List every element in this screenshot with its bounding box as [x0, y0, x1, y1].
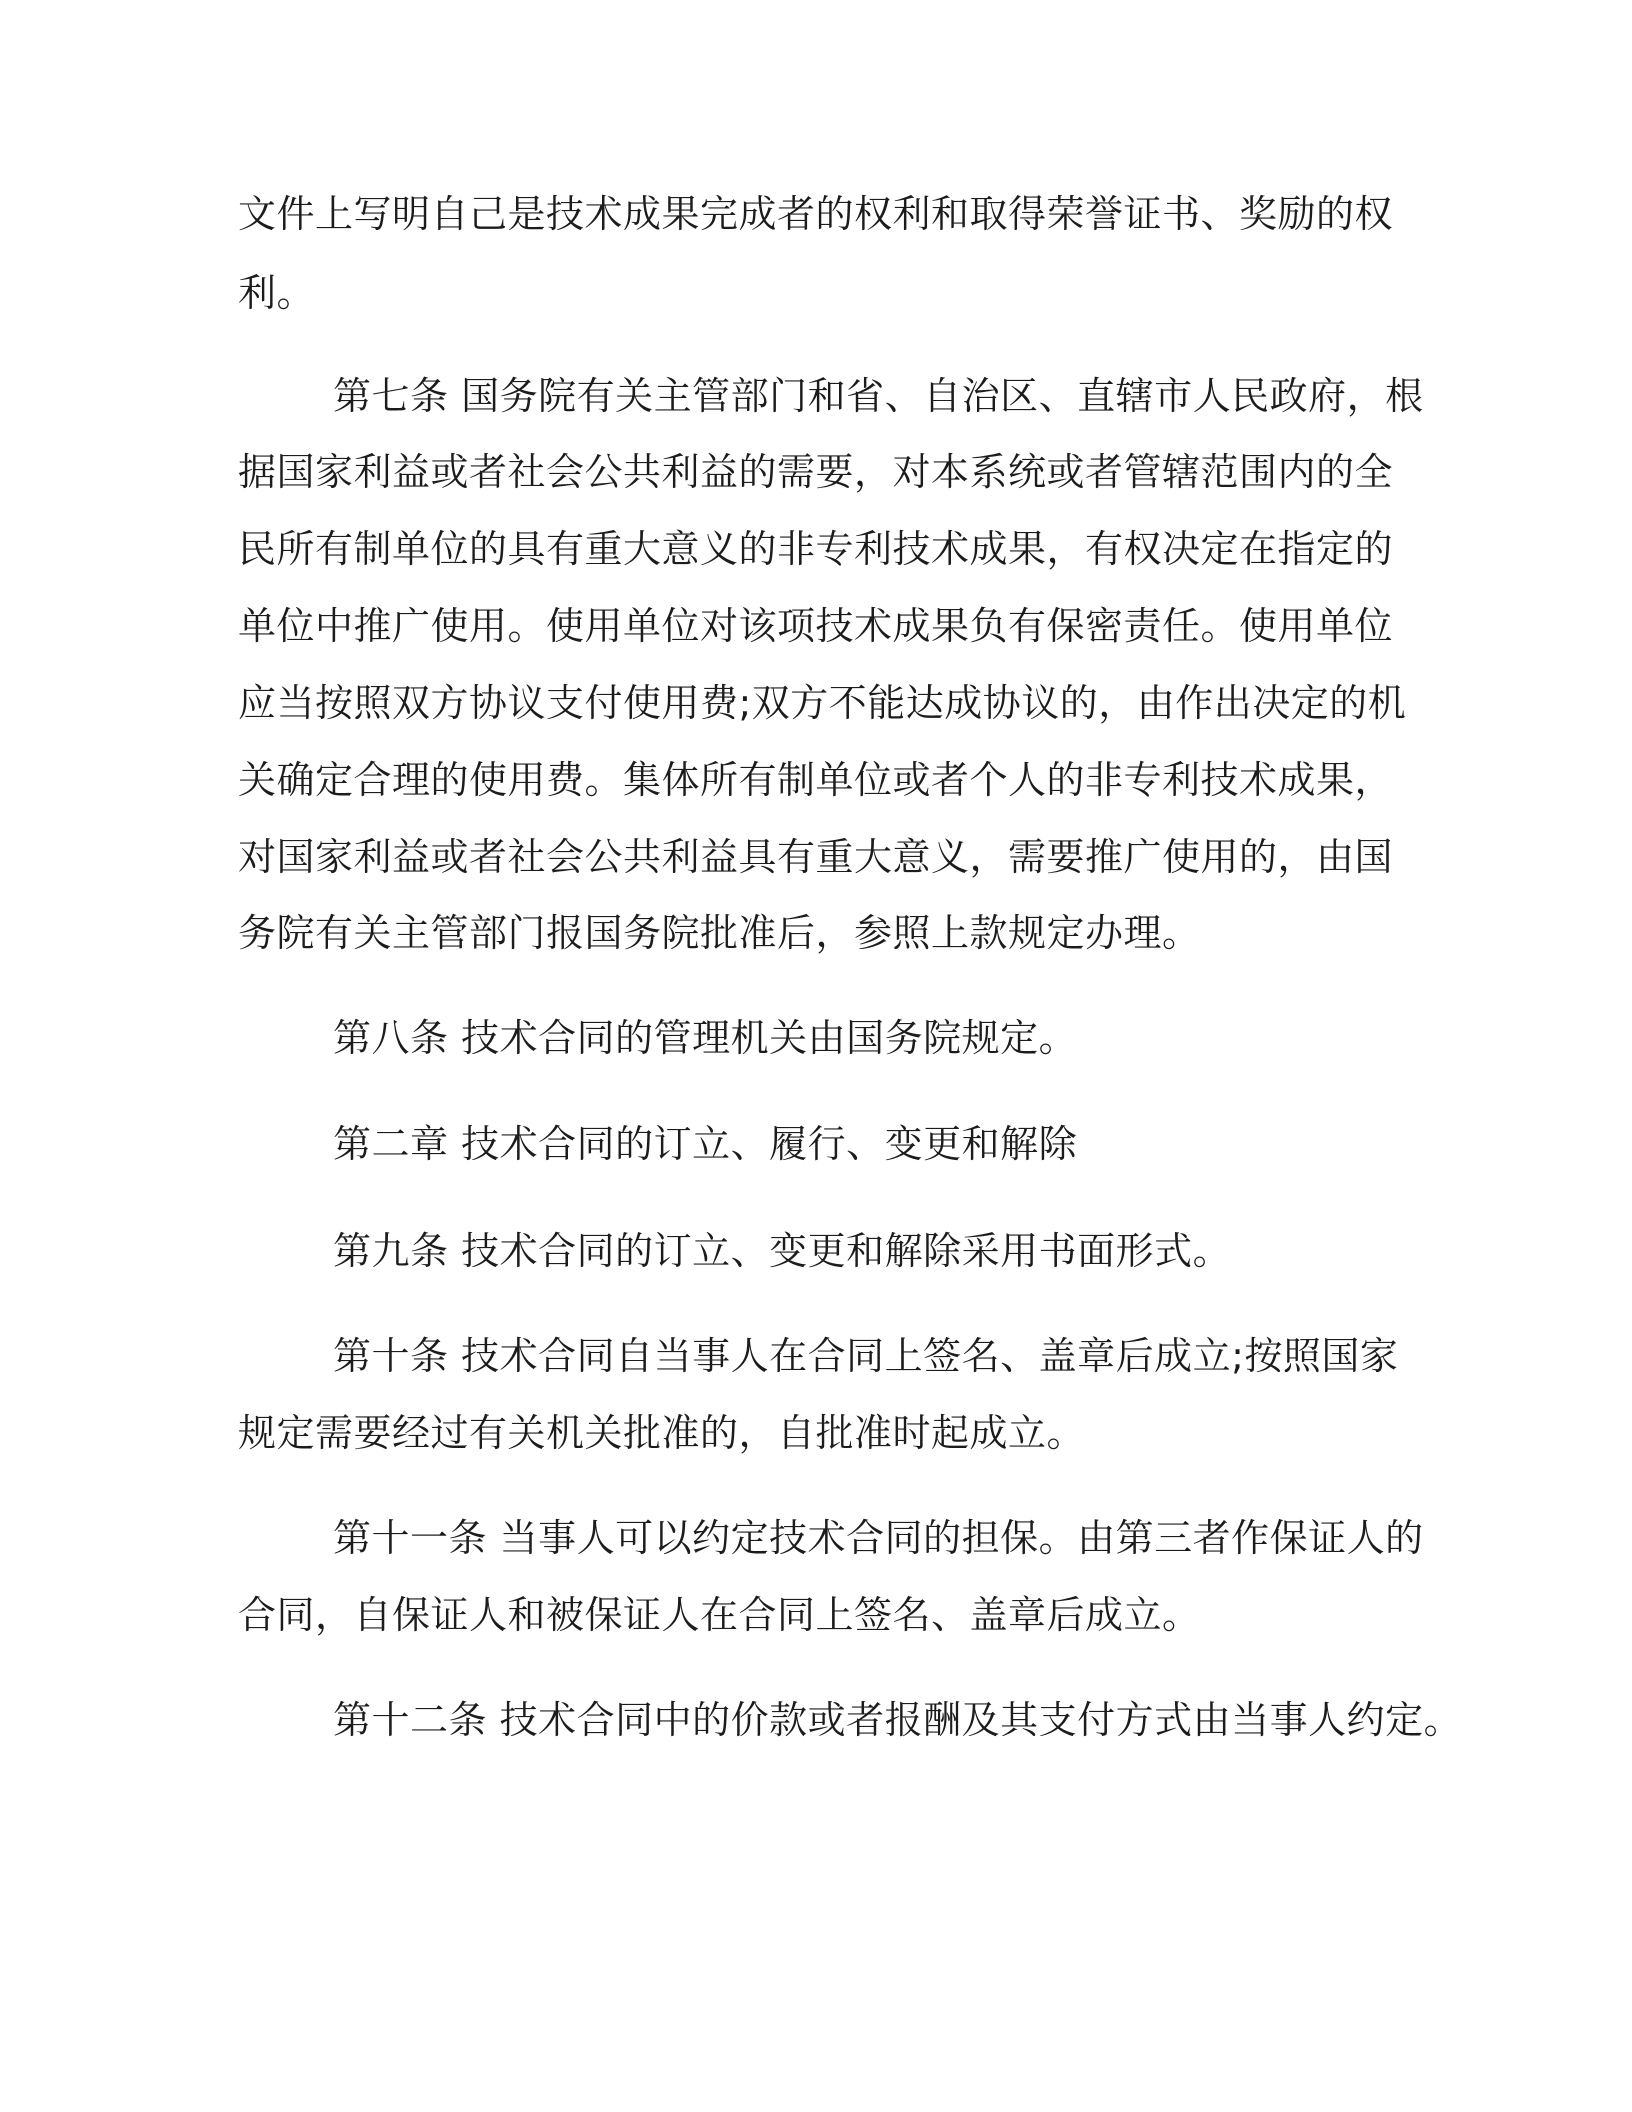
- text-line: 民所有制单位的具有重大意义的非专利技术成果，有权决定在指定的: [238, 527, 1394, 571]
- text-line: 合同，自保证人和被保证人在合同上签名、盖章后成立。: [238, 1593, 1201, 1637]
- text-line: 利。: [238, 271, 316, 315]
- text-line: 应当按照双方协议支付使用费;双方不能达成协议的，由作出决定的机: [238, 681, 1407, 725]
- article-9-line: 第九条 技术合同的订立、变更和解除采用书面形式。: [333, 1229, 1232, 1273]
- article-11-heading-line: 第十一条 当事人可以约定技术合同的担保。由第三者作保证人的: [333, 1516, 1424, 1560]
- article-10-heading-line: 第十条 技术合同自当事人在合同上签名、盖章后成立;按照国家: [333, 1334, 1399, 1378]
- text-line: 关确定合理的使用费。集体所有制单位或者个人的非专利技术成果，: [238, 758, 1394, 802]
- text-line: 规定需要经过有关机关批准的，自批准时起成立。: [238, 1411, 1086, 1455]
- article-7-heading-line: 第七条 国务院有关主管部门和省、自治区、直辖市人民政府，根: [333, 374, 1424, 418]
- text-line: 对国家利益或者社会公共利益具有重大意义，需要推广使用的，由国: [238, 835, 1394, 879]
- text-line: 单位中推广使用。使用单位对该项技术成果负有保密责任。使用单位: [238, 604, 1394, 648]
- text-line: 务院有关主管部门报国务院批准后，参照上款规定办理。: [238, 911, 1201, 955]
- text-line: 文件上写明自己是技术成果完成者的权利和取得荣誉证书、奖励的权: [238, 192, 1394, 236]
- text-line: 据国家利益或者社会公共利益的需要，对本系统或者管辖范围内的全: [238, 450, 1394, 494]
- article-12-line: 第十二条 技术合同中的价款或者报酬及其支付方式由当事人约定。: [333, 1698, 1463, 1742]
- chapter-2-heading: 第二章 技术合同的订立、履行、变更和解除: [333, 1122, 1078, 1166]
- article-8-line: 第八条 技术合同的管理机关由国务院规定。: [333, 1016, 1078, 1060]
